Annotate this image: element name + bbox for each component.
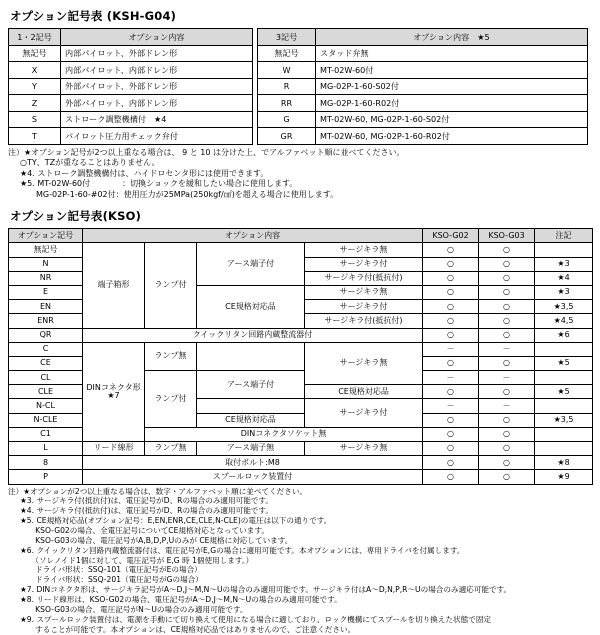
table-row <box>9 456 593 470</box>
table-row <box>9 45 253 62</box>
cell-symbol: C <box>9 342 83 356</box>
cell-g02: － <box>423 371 479 385</box>
cell-group-earth: アース端子付 <box>197 243 305 286</box>
cell-g03: － <box>479 399 535 413</box>
cell-g03: ○ <box>479 413 535 427</box>
note-line <box>8 179 592 190</box>
note-text: MG-02P-1-60-#02付：使用圧力が25MPa(250kgf/㎠)を超える場合に使用します。 <box>20 189 339 199</box>
option-table-kso <box>8 228 593 484</box>
cell-g02: ○ <box>423 385 479 399</box>
cell-surge: サージキラ付 <box>305 399 423 427</box>
table-row <box>258 111 588 128</box>
cell-note <box>535 399 593 413</box>
table-row <box>9 78 253 95</box>
cell-symbol: CLE <box>9 385 83 399</box>
cell-g03: ○ <box>479 385 535 399</box>
table-row <box>9 62 253 79</box>
cell-content: 外部パイロット、内部ドレン形 <box>61 95 253 112</box>
cell-group-din-note: ★7 <box>107 390 120 400</box>
cell-g03: ○ <box>479 456 535 470</box>
cell-symbol: X <box>9 62 61 79</box>
cell-group-no-lamp: ランプ無 <box>145 342 197 370</box>
cell-surge-none: サージキラ無 <box>305 342 423 385</box>
cell-g03: ○ <box>479 314 535 328</box>
note-line <box>8 526 592 536</box>
cell-note: ★9 <box>535 470 593 484</box>
note-line <box>8 575 592 585</box>
note-text: ★6. クイックリタン回路内蔵整流器付は、電圧記号がE,Gの場合に適用可能です。本オプションには、専用ドライバを付属します。 <box>20 545 465 555</box>
section1-tables <box>8 28 592 145</box>
cell-content: 外部パイロット、外部ドレン形 <box>61 78 253 95</box>
cell-symbol: CL <box>9 371 83 385</box>
note-text: ★9. スプールロック装置付は、電源を手動にて切り換えて使用になる場合に適しており、ロック機構にてスプールを切り換えた状態で固定 <box>20 614 492 624</box>
note-text: （ソレノイド1個に対して、電圧記号が E,G 時 1個使用します。） <box>20 555 254 565</box>
cell-symbol: C1 <box>9 427 83 441</box>
cell-note: ★8 <box>535 456 593 470</box>
table-row <box>258 78 588 95</box>
note-line <box>8 148 592 159</box>
cell-content: クイックリタン回路内蔵整流器付 <box>83 328 423 342</box>
cell-g02: ○ <box>423 427 479 441</box>
cell-group-din <box>83 342 145 441</box>
option-table-ksh-g04-right <box>257 28 588 145</box>
column-header: 3記号 <box>258 29 316 46</box>
cell-group-lamp2: ランプ付 <box>145 371 197 428</box>
cell-content: DINコネクタソケット無 <box>145 427 423 441</box>
cell-note: ★3,5 <box>535 300 593 314</box>
cell-symbol: W <box>258 62 316 79</box>
cell-content: パイロット圧力用チェック弁付 <box>61 128 253 145</box>
cell-group-lead: リード線形 <box>83 442 145 456</box>
column-header: KSO-G03 <box>479 229 535 243</box>
note-text: ★8. リード線形は、KSO-G02の場合、電圧記号がA～D,J～M,N～Uの場合のみ適用可能です。 <box>20 595 342 605</box>
note-line <box>8 516 592 526</box>
cell-symbol: 無記号 <box>9 243 83 257</box>
option-table-ksh-g04-left <box>8 28 253 145</box>
cell-g02: ○ <box>423 271 479 285</box>
note-line <box>8 605 592 615</box>
cell-surge: サージキラ付 <box>305 257 423 271</box>
note-line <box>8 496 592 506</box>
cell-symbol: P <box>9 470 83 484</box>
table-row <box>9 328 593 342</box>
cell-content: ストローク調整機構付 ★4 <box>61 111 253 128</box>
cell-content: MG-02P-1-60-S02付 <box>316 78 588 95</box>
cell-note <box>535 442 593 456</box>
note-mark: 注） <box>8 147 24 157</box>
note-line <box>8 625 592 635</box>
cell-g02: ○ <box>423 470 479 484</box>
cell-g02: ○ <box>423 356 479 370</box>
cell-content: MT-02W-60, MG-02P-1-60-R02付 <box>316 128 588 145</box>
table-row <box>9 111 253 128</box>
note-text: ドライバ形状：SSQ-201（電圧記号がGの場合） <box>20 575 203 585</box>
cell-content: MT-02W-60, MG-02P-1-60-S02付 <box>316 111 588 128</box>
section2 <box>8 208 592 634</box>
note-line <box>8 585 592 595</box>
table-row <box>9 442 593 456</box>
cell-surge: サージキラ付 <box>305 300 423 314</box>
cell-note <box>535 243 593 257</box>
cell-g03: － <box>479 371 535 385</box>
note-line <box>8 158 592 169</box>
cell-g03: ○ <box>479 442 535 456</box>
table-row <box>258 95 588 112</box>
column-header: オプション記号 <box>9 229 83 243</box>
section1-title: オプション記号表 (KSH-G04) <box>10 9 177 23</box>
note-text: ★5. CE規格対応品(オプション記号：E,EN,ENR,CE,CLE,N-CLE)の電圧は以下の通りです。 <box>20 516 332 526</box>
cell-content: MG-02P-1-60-R02付 <box>316 95 588 112</box>
cell-g03: ○ <box>479 243 535 257</box>
note-text: ★4. ストローク調整機構付は、ハイドロセンタ形には使用できます。 <box>20 168 269 178</box>
cell-g03: ○ <box>479 285 535 299</box>
cell-symbol: G <box>258 111 316 128</box>
table-header-row <box>9 229 593 243</box>
cell-g02: ○ <box>423 456 479 470</box>
table-row <box>258 45 588 62</box>
note-text: KSO-G03の場合、電圧記号がA,B,D,P,Uのみが CE規格に対応しています。 <box>20 535 293 545</box>
cell-symbol: RR <box>258 95 316 112</box>
note-text: ★4. サージキラ付(抵抗付)は、電圧記号がD、Rの場合のみ適用可能です。 <box>20 506 273 516</box>
cell-g02: － <box>423 342 479 356</box>
column-header: オプション内容 <box>83 229 423 243</box>
cell-note: ★4,5 <box>535 314 593 328</box>
column-header: 注記 <box>535 229 593 243</box>
cell-g03: ○ <box>479 257 535 271</box>
cell-g03: ○ <box>479 300 535 314</box>
note-text: ★3. サージキラ付(抵抗付)は、電圧記号がD、Rの場合のみ適用可能です。 <box>20 496 273 506</box>
cell-content: 内部パイロット、外部ドレン形 <box>61 45 253 62</box>
cell-g03: － <box>479 342 535 356</box>
cell-symbol: N <box>9 257 83 271</box>
table-row <box>9 128 253 145</box>
cell-note <box>535 427 593 441</box>
cell-content: スプールロック装置付 <box>83 470 423 484</box>
note-text: KSO-G02の場合、全電圧記号についてCE規格対応となっています。 <box>20 526 269 536</box>
cell-symbol: L <box>9 442 83 456</box>
cell-g02: － <box>423 399 479 413</box>
cell-g02: ○ <box>423 257 479 271</box>
cell-note: ★3 <box>535 285 593 299</box>
cell-group-ce: CE規格対応品 <box>197 285 305 328</box>
cell-content: CE規格対応品 <box>305 385 423 399</box>
section1-notes <box>8 148 592 201</box>
note-line <box>8 169 592 180</box>
cell-symbol: EN <box>9 300 83 314</box>
cell-group-terminal-box: 端子箱形 <box>83 243 145 328</box>
note-text: KSO-G03の場合、電圧記号がN～Uの場合のみ適用可能です。 <box>20 604 248 614</box>
cell-note: ★3,5 <box>535 413 593 427</box>
cell-group-earth2: アース端子付 <box>197 371 305 399</box>
cell-content: スタッド弁無 <box>316 45 588 62</box>
cell-symbol: E <box>9 285 83 299</box>
cell-g02: ○ <box>423 243 479 257</box>
cell-symbol: 無記号 <box>9 45 61 62</box>
cell-content: アース端子無 <box>197 442 305 456</box>
cell-g03: ○ <box>479 271 535 285</box>
cell-note <box>535 371 593 385</box>
note-text: ドライバ形状：SSQ-101（電圧記号がEの場合） <box>20 565 202 575</box>
section2-title: オプション記号表(KSO) <box>10 209 142 224</box>
cell-group-lamp: ランプ付 <box>145 243 197 328</box>
table-row <box>9 95 253 112</box>
cell-symbol: QR <box>9 328 83 342</box>
cell-group-lamp3: ランプ無 <box>145 442 197 456</box>
table-header-row <box>9 29 253 46</box>
cell-note: ★5 <box>535 356 593 370</box>
cell-g02: ○ <box>423 442 479 456</box>
note-line <box>8 546 592 556</box>
table-row <box>9 243 593 257</box>
note-mark: 注） <box>8 486 24 496</box>
cell-symbol: S <box>9 111 61 128</box>
cell-g03: ○ <box>479 427 535 441</box>
cell-content: CE規格対応品 <box>197 413 305 427</box>
table-row <box>258 62 588 79</box>
note-line <box>8 190 592 201</box>
column-header: オプション内容 <box>61 29 253 46</box>
column-header: KSO-G02 <box>423 229 479 243</box>
note-line <box>8 487 592 497</box>
column-header: オプション内容 ★5 <box>316 29 588 46</box>
cell-g02: ○ <box>423 285 479 299</box>
table-row <box>9 470 593 484</box>
cell-surge: サージキラ無 <box>305 243 423 257</box>
column-header: 1・2記号 <box>9 29 61 46</box>
cell-symbol: 無記号 <box>258 45 316 62</box>
cell-g02: ○ <box>423 314 479 328</box>
cell-symbol: 8 <box>9 456 83 470</box>
cell-content: 取付ボルト:M8 <box>83 456 423 470</box>
section2-notes <box>8 487 592 635</box>
cell-note: ★5 <box>535 385 593 399</box>
cell-symbol: NR <box>9 271 83 285</box>
cell-symbol: Y <box>9 78 61 95</box>
cell-g02: ○ <box>423 300 479 314</box>
cell-symbol: T <box>9 128 61 145</box>
cell-symbol: ENR <box>9 314 83 328</box>
cell-symbol: Z <box>9 95 61 112</box>
note-text: ★オプションが2つ以上重なる場合は、数字・アルファベット順に並べてください。 <box>23 486 308 496</box>
table-row <box>9 342 593 356</box>
cell-group-din-label: DINコネクタ形 <box>86 382 141 392</box>
cell-g02: ○ <box>423 413 479 427</box>
cell-surge: サージキラ付(抵抗付) <box>305 314 423 328</box>
cell-symbol: GR <box>258 128 316 145</box>
note-line <box>8 506 592 516</box>
cell-surge: サージキラ付(抵抗付) <box>305 271 423 285</box>
cell-symbol: N-CLE <box>9 413 83 427</box>
cell-g03: ○ <box>479 470 535 484</box>
note-line <box>8 615 592 625</box>
note-line <box>8 565 592 575</box>
cell-symbol: CE <box>9 356 83 370</box>
cell-note: ★4 <box>535 271 593 285</box>
cell-content <box>197 399 305 413</box>
note-text: ★オプション記号が2つ以上重なる場合は、 9 と 10 は分けた上、でアルファベット順に並べてください。 <box>24 147 405 157</box>
cell-note <box>535 342 593 356</box>
table-header-row <box>258 29 588 46</box>
cell-note: ★6 <box>535 328 593 342</box>
note-line <box>8 556 592 566</box>
note-text: ★7. DINコネクタ形は、サージキラ記号がA～D,J～M,N～Uの場合のみ適用可能です。サージキラ付はA～D,N,P,R～Uの場合のみ適応可能です。 <box>20 585 512 595</box>
cell-content: MT-02W-60付 <box>316 62 588 79</box>
note-text: することが可能です。本オプションは、CE規格対応品ではありませんので、ご注意ください。 <box>20 624 356 634</box>
cell-surge: サージキラ無 <box>305 285 423 299</box>
cell-g02: ○ <box>423 328 479 342</box>
cell-note: ★3 <box>535 257 593 271</box>
note-text: ○TY、TZが重なることはありません。 <box>20 158 160 168</box>
note-line <box>8 536 592 546</box>
cell-symbol: N-CL <box>9 399 83 413</box>
cell-g03: ○ <box>479 328 535 342</box>
cell-content: 内部パイロット、内部ドレン形 <box>61 62 253 79</box>
cell-surge: サージキラ無 <box>305 442 423 456</box>
cell-content <box>197 342 305 370</box>
cell-g03: ○ <box>479 356 535 370</box>
table-row <box>258 128 588 145</box>
note-text: ★5. MT-02W-60付 ：切換ショックを緩和したい場合に使用します。 <box>20 179 298 189</box>
cell-symbol: R <box>258 78 316 95</box>
